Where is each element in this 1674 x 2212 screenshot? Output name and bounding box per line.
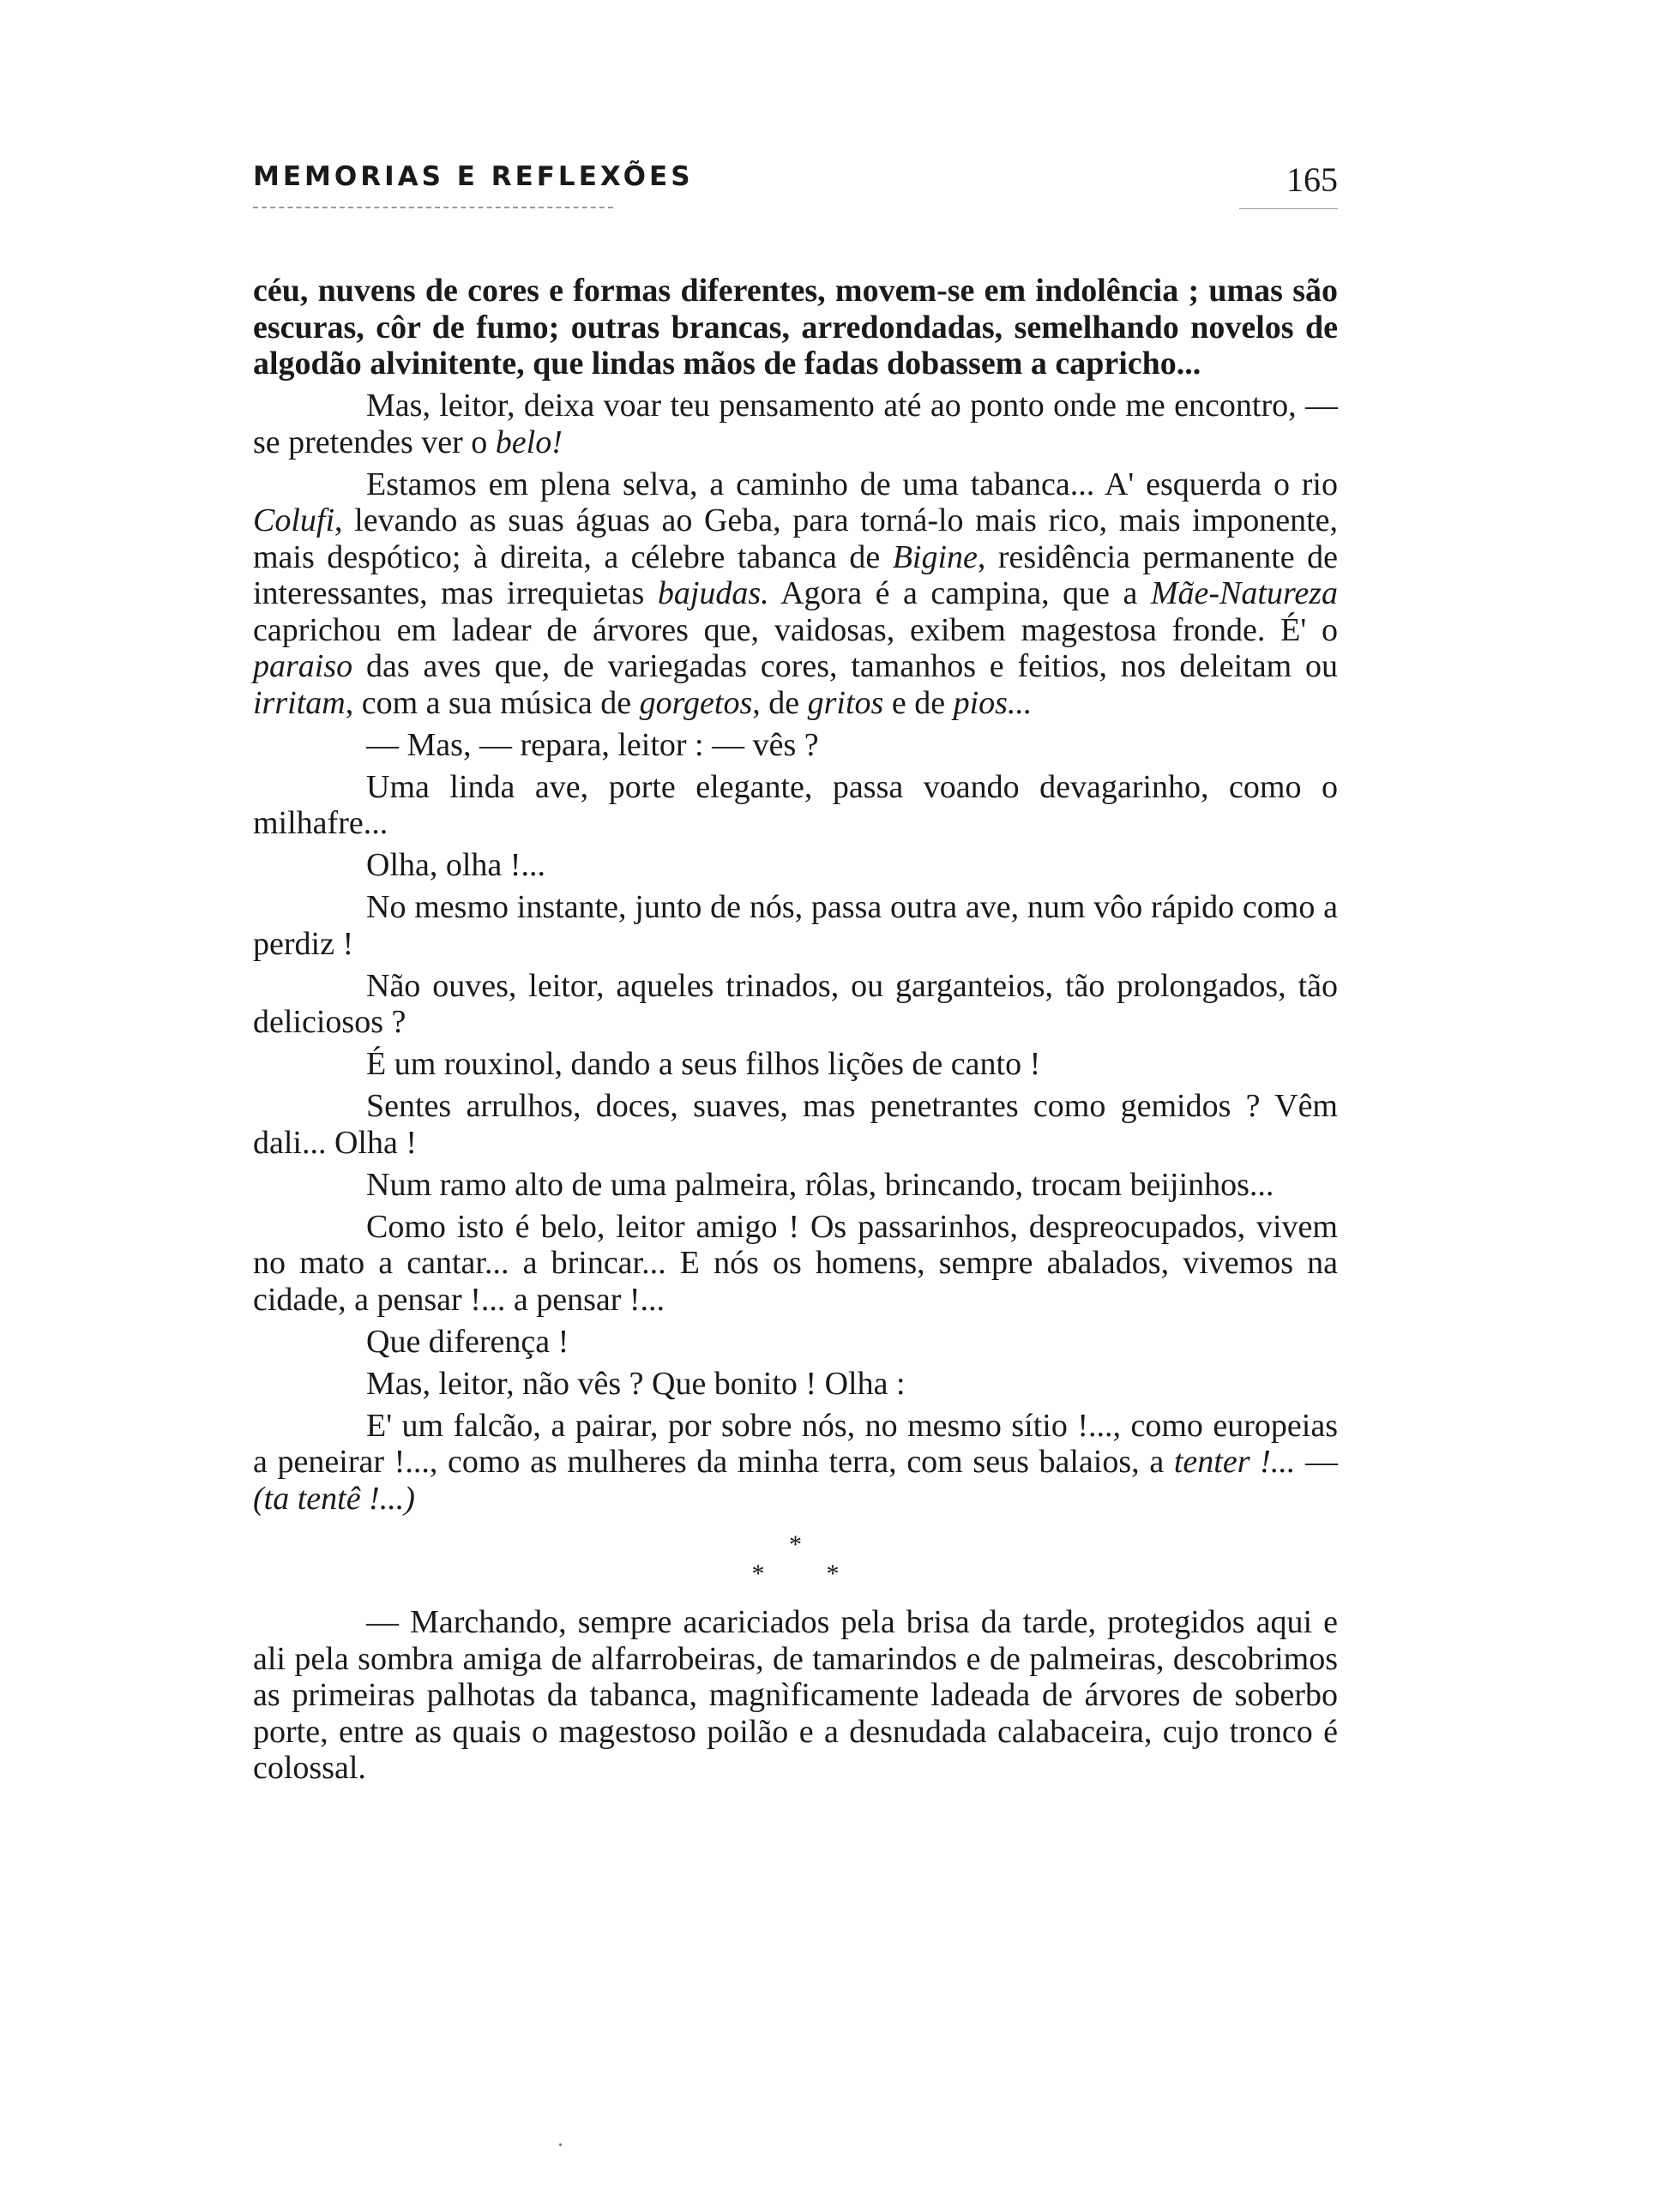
paragraph: É um rouxinol, dando a seus filhos lições de canto ! (366, 1046, 1041, 1082)
section-separator (253, 1530, 1338, 1589)
paragraph: Mas, leitor, não vês ? Que bonito ! Olha : (366, 1365, 906, 1402)
emphasis: (ta tentê !...) (253, 1480, 415, 1517)
text-run: das aves que, de variegadas cores, tamanhos e feitios, nos deleitam ou (352, 648, 1338, 684)
paragraph: — Marchando, sempre acariciados pela brisa da tarde, protegidos aqui e ali pela sombra amiga de alfarrobeiras, de tamarindos e de palmeiras, descobrimos as primeiras palhotas da tabanca, magnìficamente ladeada de árvores de soberbo porte, entre as quais o magestoso poilão e a desnudada calabaceira, cujo tronco é colossal. (253, 1604, 1338, 1786)
header-rule-left (253, 207, 613, 208)
text-run: , de (752, 684, 808, 721)
running-title: MEMORIAS E REFLEXÕES (253, 161, 694, 192)
emphasis: bajudas. (657, 575, 769, 611)
separator-star: * (826, 1560, 840, 1588)
separator-star: * (789, 1530, 802, 1559)
page-number: 165 (1286, 160, 1338, 199)
paragraph: céu, nuvens de cores e formas diferentes, movem-se em indolência ; umas são escuras, côr de fumo; outras brancas, arredondadas, semelhando novelos de algodão alvinitente, que lindas mãos de fadas dobassem a capricho... (253, 273, 1338, 382)
scan-speck (559, 2143, 562, 2146)
emphasis: Mãe-Natureza (1150, 575, 1338, 611)
emphasis: irritam (253, 684, 346, 721)
separator-star: * (751, 1560, 765, 1588)
text-run: Mas, leitor, deixa voar teu pensamento até ao ponto onde me encontro, — se pretendes ver o (253, 388, 1338, 460)
paragraph: Que diferença ! (366, 1323, 569, 1360)
text-run: , levando as suas águas ao Geba, para torná-lo mais rico, mais imponente, mais despótico; à direita, a célebre tabanca de (253, 502, 1338, 575)
paragraph: Num ramo alto de uma palmeira, rôlas, brincando, trocam beijinhos... (366, 1166, 1274, 1203)
text-run: E' um falcão, a pairar, por sobre nós, no mesmo sítio !..., como europeias a peneirar !..., como as mulheres da minha terra, com seus balaios, a (253, 1407, 1338, 1480)
emphasis: Colufi (253, 502, 335, 538)
text-run: e de (883, 684, 954, 721)
paragraph: Sentes arrulhos, doces, suaves, mas penetrantes como gemidos ? Vêm dali... Olha ! (253, 1088, 1338, 1161)
emphasis: gritos (807, 684, 884, 721)
paragraph: Como isto é belo, leitor amigo ! Os passarinhos, despreocupados, vivem no mato a cantar... a brincar... E nós os homens, sempre abalados, vivemos na cidade, a pensar !... a pensar !... (253, 1208, 1338, 1318)
emphasis: gorgetos (639, 684, 753, 721)
paragraph (253, 388, 1338, 460)
body-text (253, 273, 1338, 1792)
text-run: — (1295, 1444, 1339, 1480)
running-head (253, 161, 1338, 213)
paragraph: Não ouves, leitor, aqueles trinados, ou garganteios, tão prolongados, tão deliciosos ? (253, 967, 1338, 1040)
paragraph: — Mas, — repara, leitor : — vês ? (366, 726, 819, 763)
text-run: , residência permanente de interessantes, mas irrequietas (253, 538, 1339, 611)
emphasis: tenter !... (1173, 1444, 1296, 1480)
text-run: caprichou em ladear de árvores que, vaidosas, exibem magestosa fronde. É' o (253, 611, 1338, 648)
paragraph: No mesmo instante, junto de nós, passa outra ave, num vôo rápido como a perdiz ! (253, 889, 1338, 962)
text-run: Estamos em plena selva, a caminho de uma tabanca... A' esquerda o rio (366, 466, 1338, 502)
paragraph: Uma linda ave, porte elegante, passa voando devagarinho, como o milhafre... (253, 768, 1338, 841)
text-run: Agora é a campina, que a (768, 575, 1151, 611)
emphasis: pios... (953, 684, 1033, 721)
emphasis: belo! (495, 424, 563, 460)
paragraph (253, 466, 1338, 722)
emphasis: paraiso (253, 648, 353, 684)
paragraph (253, 1408, 1338, 1518)
text-run: , com a sua música de (345, 684, 640, 721)
header-rule-right (1239, 208, 1338, 209)
paragraph: Olha, olha !... (366, 847, 545, 883)
emphasis: Bigine (892, 538, 978, 575)
